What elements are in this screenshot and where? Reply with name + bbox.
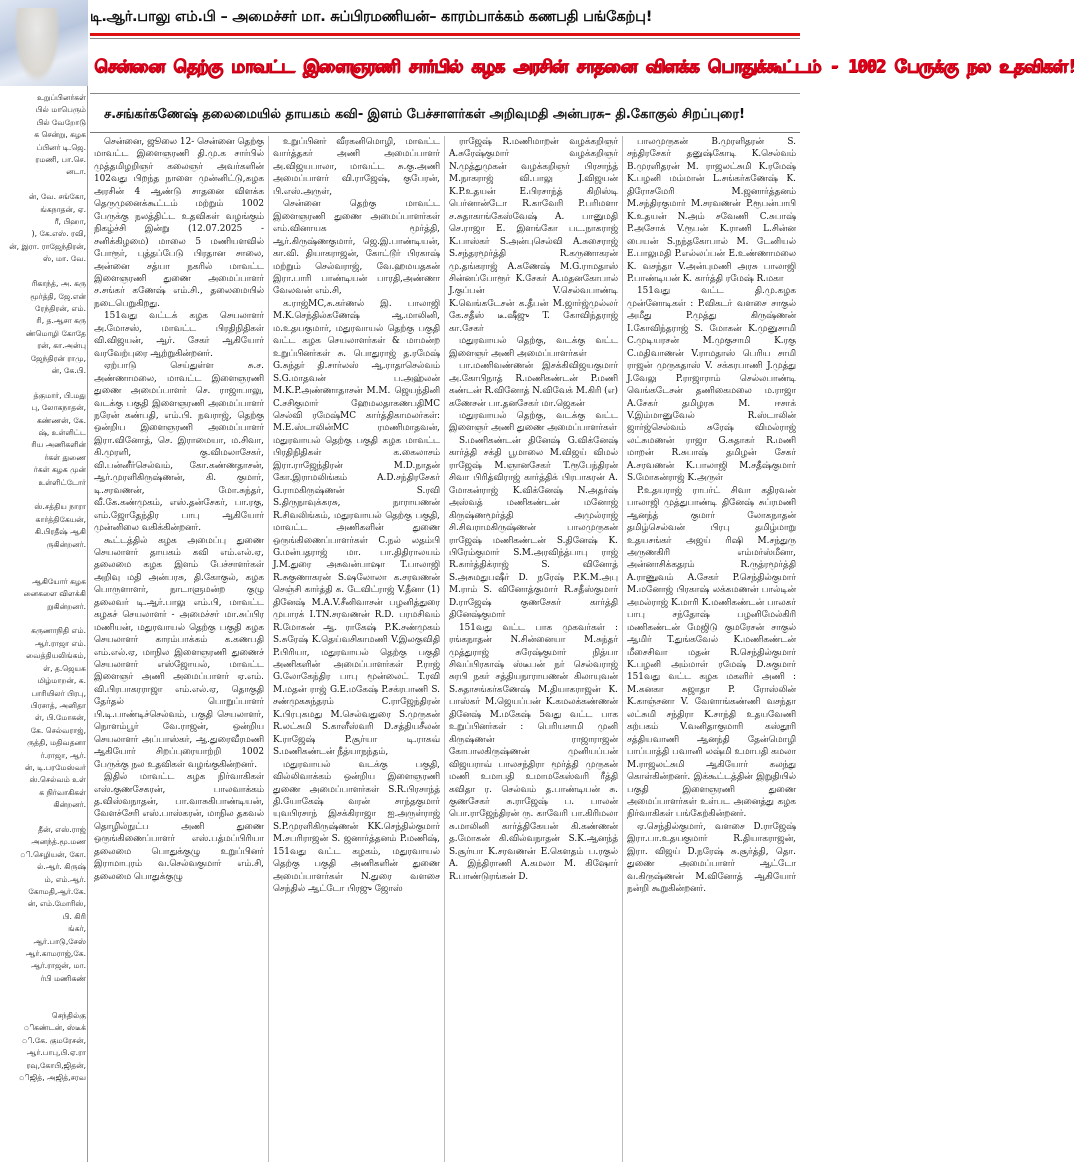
strip-line: ப்பினர் டி.ஜெ.: [36, 142, 86, 152]
strip-line: [2, 563, 86, 575]
adjacent-article-strip: [0, 0, 88, 1162]
strip-line: ிகண்டன், ஸ்டீக்: [23, 1023, 86, 1033]
strip-line: ன், டி.பரமேஸ்வர்: [24, 762, 86, 772]
strip-line: [2, 812, 86, 824]
strip-line: கே. செல்வராஜ்,: [30, 725, 86, 735]
subheadline-rule: [90, 132, 800, 133]
body-paragraph: உறுப்பினர் வீரகனிமொழி, மாவட்ட வார்த்தகர் அணி அமைப்பாளர் அ.விஜயபாலா, மாவட்ட சு.கு.அணி அமைப்பாளர் வி.ராஜேஷ், குபேரன், பி.எஸ்.அருள்,: [273, 137, 440, 197]
strip-line: கண்ணன், கே.: [36, 415, 86, 425]
strip-line: தீன், எஸ்.ராஜ்: [38, 824, 86, 834]
strip-line: ள், த.ஜெயசு: [43, 663, 86, 673]
strip-line: [2, 266, 86, 278]
strip-line: ள், பி.மோகன்,: [34, 713, 86, 723]
strip-line: ருகின்றனர்.: [46, 539, 86, 549]
strip-line: ர்கள் துணை: [44, 452, 86, 462]
kicker-line: டி.ஆர்.பாலு எம்.பி – அமைச்சர் மா. சுப்பிரமணியன்– காரம்பாக்கம் கணபதி பங்கேற்பு!: [90, 8, 653, 25]
body-column-3: [444, 136, 622, 1162]
body-paragraph: 151வது வட்ட பாக முகவர்கள் : ரங்கநாதன் N.சின்னையா M.சுந்தர் முத்துராஜ் சுரேஷ்குமார் நித்யா சிவப்பிரகாஷ் ஸ்டீபன் நர் செல்வராஜ் சுரபி நகர் சத்தியநாராயணன் கிலாயுவன் S.சுதாசங்கர்கணேஷ் M.தியாகராஜன் K. பாஸ்கர் M.ஜெயப்பன் K.கமலக்கண்ணன் தினேஷ் M.மகேஷ் 5வது வட்ட பாக உறுப்பினர்கள் : பெரியசாமி முனி கிருஷ்ணன் ராஜாராஜன் கோபாலகிருஷ்ணன் முனியப்பன் விஜயராவ் பாலசந்திரா மூர்த்தி முருகன் மணி உமாபதி உமாமகேஸ்வரி ரீத்தி கவிதா ர. செல்வம் த.பாண்டியன் சு. குணசேகர் சு.ராஜேஷ் ப. பாலன் பொ.ராஜேந்திரன் ரு. காவேரி பா.கிரிமலா சு.மாலினி கார்த்திகேயன் கி.கண்ணன் த.மோகன் கி.வில்வநாதன் S.K.ஆனந்த் S.சூர்யா K.சரவணன் E.கௌதம் ப.ரகுல் A. இந்திராணி A.கமலா M. கிஷோர் R.பாண்டுரங்கன் D.: [449, 622, 618, 882]
strip-line: ரீ, பிஹா,: [54, 217, 86, 227]
body-column-1: [90, 136, 268, 1162]
strip-line: செந்தில்கு: [51, 1011, 86, 1021]
strip-line: ன், கே.பி.: [51, 365, 86, 375]
strip-line: கருணாநிதி எம்.: [31, 626, 86, 636]
strip-line: ஸ்.செல்வம் உள்: [29, 775, 86, 785]
strip-line: பில் வேறோடு: [36, 117, 86, 127]
strip-line: க நிர்வாகிகள்: [39, 787, 86, 797]
body-paragraph: பா.மணிவண்ணன் இசக்கிவிஜயகுமார் அ.கோபிநாத் R.மணிகண்டன் P.மணி கண்டன் R.வினோத் N.விவேக் M.கிரி (எ) கணேசன் பா.தனசேகர் மா.ஜெகன்: [449, 361, 618, 409]
strip-line: பில் மாபெரும்: [35, 105, 86, 115]
strip-line: ர்பி மணிகண்: [40, 973, 86, 983]
article-body: [90, 136, 800, 1162]
adjacent-article-photo: [0, 0, 88, 86]
strip-line: ரிய அணிகளின்: [31, 440, 86, 450]
body-paragraph: கூட்டத்தில் கழக அமைப்பு துணை செயலாளர் தாயகம் கவி எம்.எல்.ஏ, தலைமை கழக இளம் பேச்சாளர்கள் அறிவு மதி அன்பரசு, தி.கோகுல், கழக பொருளாளர், நாடாளுமன்ற குழு தலைவர் டி.ஆர்.பாலு எம்.பி, மாவட்ட கழகச் செயலாளர் - அமைச்சர் மா.சுப்பிர மணியன், மதுரவாயல் தெற்கு பகுதி கழக செயலாளர் காரம்பாக்கம் க.கணபதி எம்.எல்.ஏ, மாநில இளைஞரணி துணைச் செயலாளர் எஸ்ஜோயல், மாவட்ட இளைஞர் அணி அமைப்பாளர் ஏ.எம். வி.பிரபாகரராஜா எம்.எல்.ஏ, தொகுதி தேர்தல் பொறுப்பாளர் பி.டி.பாண்டிச்செல்வம், பகுதி செயலாளர், நொளம்பூர் வே.ராஜன், ஒன்றிய செயலாளர் அப்பாஸ்கர், ஆ.துரைவீரமணி ஆகியோர் சிறப்புரையாற்றி 1002 பேருக்கு நல உதவிகள் வழங்குகின்றனர்.: [94, 535, 264, 770]
strip-line: னைகளை விளக்கி: [23, 589, 86, 599]
strip-line: த்குமார், பி.மது: [33, 390, 86, 400]
strip-line: கின்றனர்.: [53, 800, 86, 810]
strip-line: ன், இரா. ராஜேந்திரன்,: [9, 241, 86, 251]
strip-line: கி.பிரதீஷ் ஆகி: [34, 527, 86, 537]
strip-line: ரவு,கோபி,ஜிதன்,: [26, 1060, 86, 1070]
strip-line: [2, 613, 86, 625]
strip-line: ரிகாந்த், அ. கரு: [31, 279, 86, 289]
strip-line: [2, 998, 86, 1010]
strip-line: மூர்த்தி, ஜே.என்: [30, 291, 86, 301]
strip-line: ி.கே. குமரேசன்,: [21, 1035, 86, 1045]
headline: சென்னை தெற்கு மாவட்ட இளைஞரணி சார்பில் கழக அரசின் சாதனை விளக்க பொதுக்கூட்டம் - 1002 பேருக்கு நல உதவிகள்!: [94, 57, 1076, 77]
strip-line: மிழ்மாறன், க.: [37, 676, 86, 686]
strip-line: பிரசாத், அனிதா: [30, 700, 86, 710]
strip-line: உறுப்பினர்கள்: [37, 93, 86, 102]
body-paragraph: சென்னை தெற்கு மாவட்ட இளைஞரணி துணை அமைப்பாளர்கள் எம்.வினாயக மூர்த்தி, ஆர்.கிருஷ்ணகுமார், ஜெ.இ.பாண்டியன், கா.வி. தியாகராஜன், கோட்டூர் பிரகாஷ் மற்றும் செல்வராஜ், வே.ஹமயதகன் இரா.பாரி பாண்டியன் பாரதி,அண்ணா வேலவன் எம்.சி,: [273, 199, 440, 297]
strip-line: ஆர்.பாடு,சேஸ்: [33, 936, 86, 946]
strip-line: ஆகியோர் கழக: [32, 576, 86, 586]
strip-line: ரி, த.ஆசா கரு: [36, 316, 86, 326]
body-paragraph: இதில் மாவட்ட கழக நிர்வாகிகள் எஸ்.குணசேகரன், பாலவாக்கம் த.விஸ்வநாதன், பா.வாசுகிபாண்டியன், வேளச்சேரி எஸ்.பாஸ்கரன், மாநில தகவல் தொழில்நுட்ப அணி துணை ஒருங்கிணைப்பாளர் எஸ்.பத்மப்பிரியா தலைமை பொதுக்குழு உறுப்பினர் இராமாபுரம் வ.செல்வகுமார் எம்.சி, தலைமை பொதுக்குழு: [94, 772, 264, 882]
strip-line: ஆர்.ராஜன், மா.: [31, 961, 86, 971]
strip-line: றுகின்றனர்.: [47, 601, 86, 611]
strip-line: ண்மொழி கோதே: [25, 328, 86, 338]
body-paragraph: சென்னை, ஜூலை 12- சென்னை தெற்கு மாவட்ட இளைஞரணி தி.மு.க சார்பில் முத்தமிழறிஞர் கலைஞர் அவர்களின் 102வது பிறந்த நாளை முன்னிட்டு,கழக அரசின் 4 ஆண்டு சாதனை விளக்க தெருமுனைக்கூட்டம் மற்றும் 1002 பேருக்கு நலத்திட்ட உதவிகள் வழங்கும் நிகழ்ச்சி இன்று (12.07.2025 - சனிக்கிழமை) மாலை 5 மணியளவில் போரூர், புத்தப்பேடு பிரதான சாலை, அன்னை சத்யா நகரில் மாவட்ட இளைஞரணி துணை அமைப்பாளர் ச.சங்கர் கணேஷ் எம்.சி., தலைமையில் நடைபெறுகிறது.: [94, 137, 264, 309]
strip-line: ிஜித், அஜித்,சரவ: [18, 1073, 86, 1083]
body-paragraph: S.மணிகண்டன் தினேஷ் G.விக்னேஷ் கார்த்தி சக்தி பூமாலை M.விஜய் விமல் ராஜேஷ் M.ஞானசேகர் T.ரூபேந்திரன் சிவா பிரித்விராஜ் கார்த்திக் பிரபாகரன் A. மோகன்ராஜ் K.விக்னேஷ் N.அதர்ஷ் அஸ்வத் மணிகண்டன் மனோஜ் கிருஷ்ணமூர்த்தி அமுல்ராஜ் சி.சிவராமகிருஷ்ணன் பாலமுருகன் ராஜேஷ் மணிகண்டன் S.தினேஷ் K. பிரேம்குமார் S.M.அரவிந்த்பாபு ராஜ் R.கார்த்திக்ராஜ் S. வினோத் S.அசுமதுபஷீர் D. நரேஷ் P.K.M.அபு M.ராம் S. வினோத்குமார் R.சதீஸ்குமார் D.ராஜேஷ் குணசேகர் கார்த்தி தினேஷ்குமார்: [449, 435, 618, 621]
kicker-rule: [90, 33, 800, 36]
strip-line: ரமணி, பா.செ.: [35, 155, 86, 165]
strip-line: ரன், கா.அன்பு: [37, 341, 86, 351]
strip-line: பி. கிரி: [62, 911, 86, 921]
strip-line: ரேந்திரன், எம்.: [35, 303, 86, 313]
strip-line: ஆர்.பாபு,பி.ஏ.ரா: [26, 1048, 86, 1058]
strip-line: ஆர்.காமராஜ்,கே.: [25, 949, 86, 959]
strip-line: ங்கர்,: [68, 924, 86, 934]
strip-line: ம், எம்.ஆர்.: [44, 874, 86, 884]
strip-line: ன், வே. சங்கோ,: [28, 192, 86, 202]
strip-line: ல்.ஆர். கிருஷ்: [37, 862, 86, 872]
strip-line: ர்.ராஜா, ஆர்.: [40, 750, 86, 760]
adjacent-article-text: [2, 92, 86, 1085]
strip-line: ி.செழியன், கோ.: [19, 849, 86, 859]
body-column-4: [622, 136, 800, 1162]
strip-line: ர்கள் கழக முன்: [33, 465, 86, 475]
strip-line: [2, 179, 86, 191]
strip-line: வைத்தியலிங்கம்,: [26, 651, 86, 661]
strip-line: ), கே.எஸ். ரவி,: [31, 229, 86, 239]
strip-line: ஸ், மா. வே.: [43, 254, 86, 264]
body-column-2: [268, 136, 444, 1162]
body-paragraph: மதுரவாயல் வடக்கு பகுதி, வில்லிவாக்கம் ஒன்றிய இளைஞரணி துணை அமைப்பாளர்கள் S.R.பிரசாந்த் தி.யோகேஷ் வரன் சாந்தகுமார் யுவபிரசாந் இசக்கிராஜா ஐ.அருள்ராஜ் S.P.முரளிகிருஷ்ணன் KK.செந்தில்குமார் M.சபரிராஜன் S. ஜனார்த்தனம் P.மணிஷ், 151வது வட்ட கழகம், மதுரவாயல் தெற்கு பகுதி அணிகளின் துணை அமைப்பாளர்கள் N.துரை வளசை செந்தில் ஆட்டோ பிரஜு ஜோஸ்: [273, 759, 440, 895]
subheadline: ச.சங்கர்கணேஷ் தலைமையில் தாயகம் கவி- இளம் பேச்சாளர்கள் அறிவுமதி அன்பரசு– தி.கோகுல் சிறப்புரை!: [104, 107, 745, 122]
body-paragraph: க.ராஜ்MC,சு.கர்ணல் இ. பாலாஜி M.K.செந்தில்கணேஷ் ஆ.மாலினி, ம.உதயகுமார், மதுரவாயல் தெற்கு பகுதி வட்ட கழக செயலாளர்கள் & மாமன்ற உறுப்பினர்கள் சு. பொதுராஜ் த.ரமேஷ் G.சுந்தர் தி.சார்லஸ் ஆ.ராதாசெல்வம் S.G.மாதவன் ப.அஹ்லன் M.K.P.அண்ணாதாசன் M.M. ஜெயந்தினி C.சசிகுமார் ஹேமலதாகணபதிMC செல்வி ரமேஷ்MC கார்த்திகாமலர்கள்: M.E.ஸ்டாலின்MC ரமணிமாதவன், மதுரவாயல் தெற்கு பகுதி கழக மாவட்ட பிரதிநிதிகள் க.கைலாசம் இரா.ராஜேந்திரன் M.D.நாதன் கோ.இராமலிங்கம் A.D.சந்திரசேகர் G.ராமகிருஷ்ணன் S.ரவி S.திருநாவுக்கரசு, நாராயணன் R.சிவலிங்கம், மதுரவாயல் தெற்கு பகுதி, மாவட்ட அணிகளின் துணை ஒருங்கிணைப்பாளர்கள் C.நல் லதம்பி G.மன்பதராஜ் மா. பா.திதிராலயம் J.M.துரை அசுவன்பாஷா T.பாலாஜி R.சுகுணாகரன் S.ஷலோலா க.சரவணன் செஞ்சி கார்த்தி க. டேவிட்ராஜ் V.தீனா (1) தினேஷ் M.A.V.சீனிவாசன் பழனித்துரை முபாரக் I.TN.சரவணன் R.D. பரமசிவம் R.மோகன் ஆ. ராகேஷ் P.K.சண்முகம் S.சுரேஷ் K.தெய்வசிகாமணி V.இலகுவிதி P.பிரியா, மதுரவாயல் தெற்கு பகுதி அணிகளின் அமைப்பாளர்கள் P.ராஜ் G.லோகேந்திர பாபு மூன்லைட் T.ரவி M.மதன் ராஜ் G.E.மகேஷ் P.சக்ரபாணி S. சண்முகசுந்தரம் C.ராஜேந்திரன் K.பிரபுகமது M.செல்வதுரை S.முருகன் R.லட்சுமி S.காளீஸ்வரி D.சத்தியசீலன் K.ராஜேஷ் P.சூர்யா டி.ராகவ் S.மணிகண்டன் நீத்யாநந்தம்,: [273, 298, 440, 758]
strip-line: ன், எம்.மோரிஸ்,: [27, 899, 86, 909]
body-paragraph: 151வது வட்ட தி.மு.கழக முன்னோடிகள் : P.விகடர் வளசை சாகுல் அமீது P.முத்து கிருஷ்ணன் I.கோவிந்தராஜ் S. மோகன் K.முனுசாமி C.முடியரசன் M.முகுசாமி K.ரகு C.மதிவாணன் V.ராமதாஸ் பெரிய சாமி ராஜன் முருகதாஸ் V. சக்கரபாணி J.முத்து J.வேலு P.ராஜாராம் செல்லபாண்டி வெங்கடேசன் தணிகைமலை ம.ராஜா A.சேகர் தமிழரசு M. ஈசாக் V.இம்மானுவேல் R.ஸ்டாலின் ஜார்ஜ்செல்வம் சுரேஷ் விமல்ராஜ் லட்சுமணன் ராஜா G.சுதாகர் R.மணி மாறன் R.சுபாஷ் தமிழன் சேகர் A.சரவணன் K.பாலாஜி M.சதீஷ்குமார் S.மோகன்ராஜ் K.அருள்: [627, 286, 796, 484]
strip-line: ஷ், உள்ளிட்ட: [38, 427, 86, 437]
strip-line: ஆர்.ராஜா எம்.: [34, 638, 86, 648]
body-paragraph: ராஜேஷ் R.மணிமாறன் வழக்கறிஞர் A.சுரேஷ்குமார் வழக்கறிஞர் N.முத்துமுகன் வழக்கறிஞர் பிரசாந்த் M.நாகராஜ் வி.பாலு J.விஜயன் K.P.உதயன் E.பிரசாந்த் கிறிஸ்டி பெர்னான்டோ R.காவேரி P.பரிமளா ச.சுதாகாங்கேஸ்வேஷ் A. பானுமதி செ.ராஜா E. இளங்கோ பட.நாகராஜ் K.பாஸ்கர் S.அன்புசெல்வி A.சுசைராஜ் S.சந்தரமூர்த்தி R.கருணாகரன் மு.தங்கராஜ் A.கணேஷ் M.G.ராமதாஸ் சின்னப்போரூர் K.சேகர் A.மதனகோபால் J.குப்பன் V.செல்வபாண்டி K.வெங்கடேசன் க.தீபன் M.ஜார்ஜ்முல்லர் கே.சதீஸ் டீ.ஷீஜு T. கோவிந்தராஜ் கா.சேகர்: [449, 137, 618, 334]
strip-line: கோமதி,ஆர்.கே.: [28, 887, 86, 896]
strip-line: ருத்தி, மதிவதனா: [27, 738, 86, 748]
strip-line: னடா.: [66, 167, 86, 177]
strip-line: ங்கநாதன், ஏ.: [40, 204, 86, 214]
strip-line: [2, 985, 86, 997]
body-paragraph: ஏற்பாடு செய்துள்ள சு.ச. அண்ணாமலை, மாவட்ட இளைஞரணி துணை அமைப்பாளர் செ. ராஜாபாலு, வடக்கு பகுதி இளைஞரணி அமைப்பாளர் நரேன் கண்பதி, எம்.பி. நவராஜ், தெற்கு ஒன்றிய இளைஞரணி அமைப்பாளர் இரா.வினோத், செ. இராமையா, ம.சிவா, கி.முரளி, கு.விமலாசேகர், வி.பன்னீர்செல்வம், கோ.கண்ணதாசன், ஆர்.முரளிகிருஷ்ணன், கி. குமார், டி.சரவணன், மோ.சுந்தர், வீ.கே.கண்முகம், எஸ்.தன்சேகர், பா.ரகு, எம்.ஜோதேந்திர பாபு ஆகியோர் முன்னிலை வகிக்கின்றனர்.: [94, 361, 264, 534]
strip-line: பு, லோகநாதன்,: [31, 403, 86, 413]
strip-line: அனந்த்.மூ.மண: [31, 837, 86, 847]
strip-line: [2, 489, 86, 501]
body-paragraph: மதுரவாயல் தெற்கு, வடக்கு வட்ட இளைஞர் அணி துணை அமைப்பாளர்கள்: [449, 410, 618, 434]
strip-line: [2, 551, 86, 563]
body-paragraph: P.உதயராஜ் ராபர்ட் சிவா கதிரவன் பாலாஜி முத்துபாண்டி தினேஷ் சுப்ரமணி ஆனந்த் குமார் லோகநாதன் தமிழ்செல்வன் பிரபு தமிழ்மாறு உதயசங்கர் அஜய் ரிஷி M.சந்துரு அருணகிரி எம்மர்ஸ்மீனா, அன்னாசிக்கதரம் R.ருத்ரமூர்த்தி A.ராணுவம் A.சேகர் P.செந்தில்குமார் M.மனோஜ் பிரகாஷ் லக்கமணன் பால்டின் அமல்ராஜ் K.மாரி K.மணிகண்டன் பாலகர் பாபு சந்தோஷ் பழனிமேல்கிரி மணிகண்டன் மேஜிடு குமரேசன் சாகுல் ஆமிர் T.துங்கவேல் K.மணிகண்டன் மீசைசிவா மதன் R.செந்தில்குமார் K.பழனி அம்மாள் ரமேஷ் D.சுகுமார் 151வது வட்ட கழக மகளிர் அணி : M.கனகா சுஜாதா P. ரோஸ்லின் K.காஞ்சனா V. வேளாங்கண்ணி வசந்தா லட்சுமி சந்திரா K.சாந்தி உதயவேணி கற்பகம் V.வனிதாகுமாரி கஸ்தூரி சத்தியவாணி ஆனந்தி தேன்மொழி பாப்பாத்தி பவானி லஷ்மி உமாபதி கமலா M.ராஜலட்சுமி ஆகியோர் கலந்து கொள்கின்றனர். இக்கூட்டத்தின் இறுதியில் பகுதி இளைஞரணி துணை அமைப்பாளர்கள் உள்பட அனைத்து கழக நிர்வாகிகள் பங்கேற்கின்றனர்.: [627, 485, 796, 820]
strip-line: கார்த்திகேயன்,: [35, 514, 86, 524]
strip-line: ஜேந்திரன் ராமு,: [30, 353, 86, 363]
body-paragraph: ஏ.செந்தில்குமார், வளசை D.ராஜேஷ் இரா.பா.உதயகுமார் R.தியாகராஜன், இரா. விஜய் D.நரேஷ் சு.சூர்த்தி, தொ. துணை அமைப்பாளர் ஆட்டோ வ.கிருஷ்ணன் M.வினோத் ஆகியோர் நன்றி கூறுகின்றனர்.: [627, 821, 796, 895]
body-paragraph: பாலமுருகன் B.முரளிதரன் S. சந்திரசேகர் தனுஷ்கோடி K.செல்வம் B.முரளிதரன் M. ராஜலட்சுமி K.ரமேஷ் K.பழனி மம்மான் L.சங்கர்கணேஷ் K. திரோசமேரி M.ஜனார்த்தனம் M.சந்திரகுமார் M.சரவணன் P.ரூபன்பாபி K.உதயன் N.அம் சவேணி C.சுபாஷ் P.அசோக் V.ரூபன் K.ராணி L.சின்ன பையன் S.நந்தகோபால் M. டேனியல் E.பாலுமதி P.எல்லப்பன் E.உண்ணாமலை K. வசந்தா V.அன்புமணி அரசு பாலாஜி P.பாண்டியன் K. கார்த்தி ரமேஷ் R.மகா: [627, 137, 796, 284]
body-paragraph: மதுரவாயல் தெற்கு, வடக்கு வட்ட இளைஞர் அணி அமைப்பாளர்கள்: [449, 336, 618, 359]
strip-line: பாரியிலர் பிரபு,: [31, 688, 86, 698]
news-article: [90, 0, 1076, 1162]
body-paragraph: 151வது வட்டக் கழக செயலாளர் அ.மோசஸ், மாவட்ட பிரதிநிதிகள் வி.விஜயன், ஆர். சேகர் ஆகியோர் வரவேற்புரை ஆற்றுகின்றனர்.: [94, 311, 264, 359]
strip-line: ஸ்.சத்திய நாரா: [34, 502, 86, 512]
strip-line: க சென்று, கழக: [34, 130, 86, 140]
strip-line: உள்ளிட்டோர்: [38, 477, 86, 487]
headline-box: [90, 38, 1076, 94]
strip-line: [2, 377, 86, 389]
